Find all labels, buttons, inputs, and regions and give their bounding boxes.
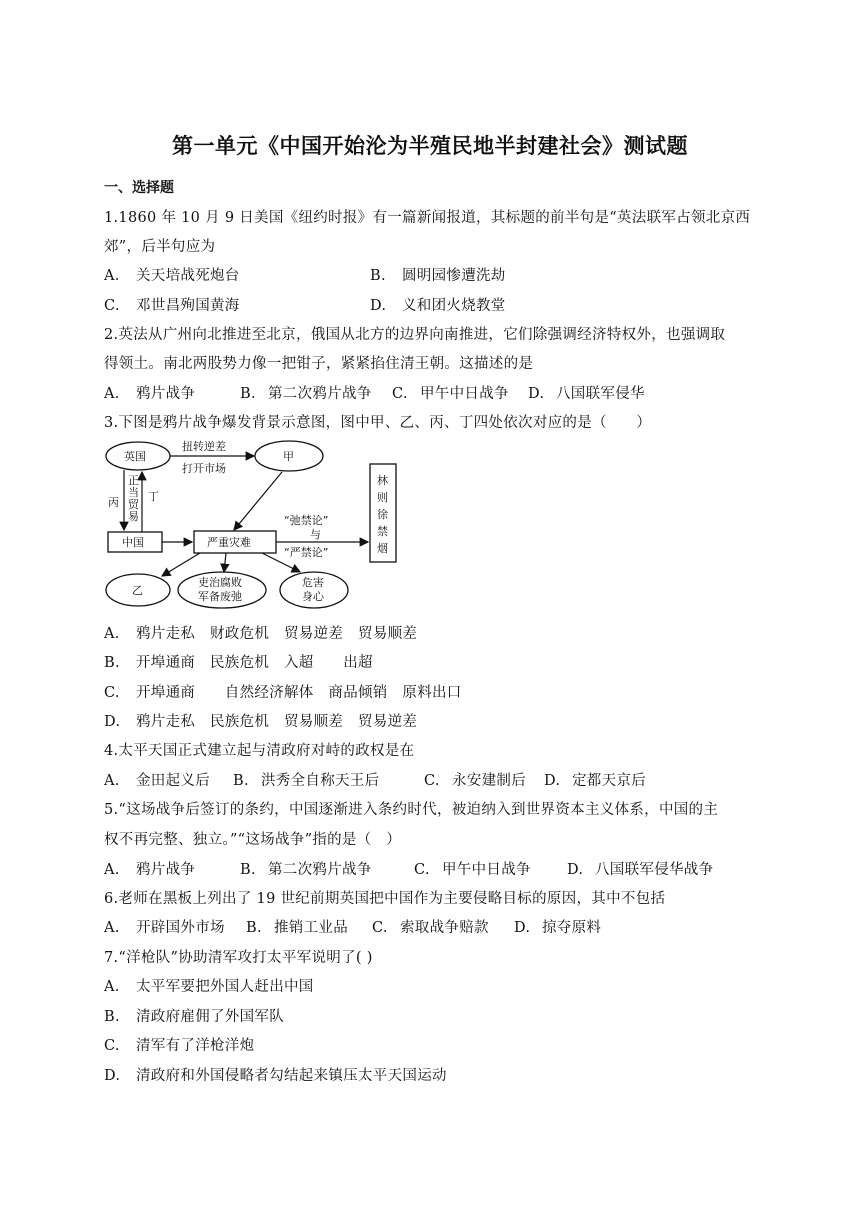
q5-option-c: C. 甲午中日战争 (414, 862, 531, 878)
q3-option-c: C. 开埠通商 自然经济解体 商品倾销 原料出口 (104, 685, 462, 701)
q1-stem-line2: 郊”，后半句应为 (104, 239, 216, 255)
arrow-crisis-yi (162, 553, 200, 576)
q4-option-d: D. 定都天京后 (544, 773, 646, 789)
ding-label: 丁 (148, 490, 159, 503)
q2-stem-line2: 得领土。南北两股势力像一把钳子，紧紧掐住清王朝。这描述的是 (104, 356, 534, 372)
legit-2: 当 (128, 486, 139, 499)
corrupt-line1: 吏治腐败 (198, 576, 242, 589)
q1-option-a: A. 关天培战死炮台 (104, 268, 240, 284)
q1-option-b: B. 圆明园惨遭洗劫 (370, 268, 506, 284)
debate-line2: 与 (310, 528, 321, 541)
debate-line3: “严禁论” (284, 546, 329, 559)
q4-option-b: B. 洪秀全自称天王后 (233, 773, 380, 789)
q6-option-d: D. 掠夺原料 (514, 920, 602, 936)
legit-4: 易 (128, 510, 139, 523)
lin-3: 徐 (377, 508, 388, 521)
q3-stem: 3.下图是鸦片战争爆发背景示意图，图中甲、乙、丙、丁四处依次对应的是（ ） (104, 415, 652, 431)
debate-line1: “弛禁论” (284, 514, 329, 527)
q3-option-b: B. 开埠通商 民族危机 入超 出超 (104, 655, 373, 671)
legit-1: 正 (128, 474, 139, 487)
open-market-label: 打开市场 (182, 462, 226, 475)
q2-option-d: D. 八国联军侵华 (528, 386, 645, 402)
q7-stem: 7.“洋枪队”协助清军攻打太平军说明了( ) (104, 950, 373, 966)
q7-option-b: B. 清政府雇佣了外国军队 (104, 1009, 284, 1025)
yi-label: 乙 (132, 584, 143, 597)
q2-option-a: A. 鸦片战争 (104, 386, 196, 402)
q4-stem: 4.太平天国正式建立起与清政府对峙的政权是在 (104, 743, 415, 759)
q7-option-c: C. 清军有了洋枪洋炮 (104, 1038, 255, 1054)
q6-option-c: C. 索取战争赔款 (372, 920, 489, 936)
section-heading: 一、选择题 (104, 180, 174, 196)
q5-stem-line2: 权不再完整、独立。”“这场战争”指的是（ ） (104, 832, 402, 848)
q7-option-d: D. 清政府和外国侵略者勾结起来镇压太平天国运动 (104, 1068, 447, 1084)
q2-option-b: B. 第二次鸦片战争 (240, 386, 372, 402)
opium-war-background-diagram (102, 438, 400, 614)
reverse-deficit-label: 扭转逆差 (182, 440, 226, 453)
q1-option-c: C. 邓世昌殉国黄海 (104, 298, 240, 314)
q5-option-d: D. 八国联军侵华战争 (567, 862, 714, 878)
arrow-jia-crisis (234, 472, 282, 530)
lin-2: 则 (377, 491, 388, 504)
britain-label: 英国 (124, 450, 146, 463)
harm-line1: 危害 (302, 576, 324, 589)
q5-option-b: B. 第二次鸦片战争 (240, 862, 372, 878)
bing-label: 丙 (108, 496, 119, 509)
q2-option-c: C. 甲午中日战争 (392, 386, 509, 402)
q1-option-d: D. 义和团火烧教堂 (370, 298, 506, 314)
q4-option-a: A. 金田起义后 (104, 773, 210, 789)
jia-label: 甲 (283, 450, 294, 463)
china-label: 中国 (122, 536, 144, 549)
q3-option-a: A. 鸦片走私 财政危机 贸易逆差 贸易顺差 (104, 626, 418, 642)
q5-stem-line1: 5.“这场战争后签订的条约，中国逐渐进入条约时代，被迫纳入到世界资本主义体系，中国的主 (104, 802, 719, 818)
q6-option-a: A. 开辟国外市场 (104, 920, 225, 936)
q1-stem-line1: 1.1860 年 10 月 9 日美国《纽约时报》有一篇新闻报道，其标题的前半句是“英法联军占领北京西 (104, 210, 751, 226)
q4-option-c: C. 永安建制后 (424, 773, 526, 789)
q6-option-b: B. 推销工业品 (246, 920, 348, 936)
legit-3: 贸 (128, 498, 139, 511)
corrupt-line2: 军备废弛 (198, 590, 242, 603)
q2-stem-line1: 2.英法从广州向北推进至北京，俄国从北方的边界向南推进，它们除强调经济特权外，也强调取 (104, 327, 726, 343)
lin-1: 林 (377, 474, 388, 487)
q5-option-a: A. 鸦片战争 (104, 862, 196, 878)
page-title: 第一单元《中国开始沦为半殖民地半封建社会》测试题 (172, 134, 688, 158)
lin-4: 禁 (377, 525, 388, 538)
lin-5: 烟 (377, 542, 388, 555)
arrow-crisis-corrupt (224, 553, 226, 572)
q3-option-d: D. 鸦片走私 民族危机 贸易顺差 贸易逆差 (104, 714, 418, 730)
crisis-label: 严重灾难 (207, 536, 251, 549)
q7-option-a: A. 太平军要把外国人赶出中国 (104, 979, 314, 995)
q6-stem: 6.老师在黑板上列出了 19 世纪前期英国把中国作为主要侵略目标的原因，其中不包括 (104, 891, 666, 907)
harm-line2: 身心 (302, 590, 324, 603)
